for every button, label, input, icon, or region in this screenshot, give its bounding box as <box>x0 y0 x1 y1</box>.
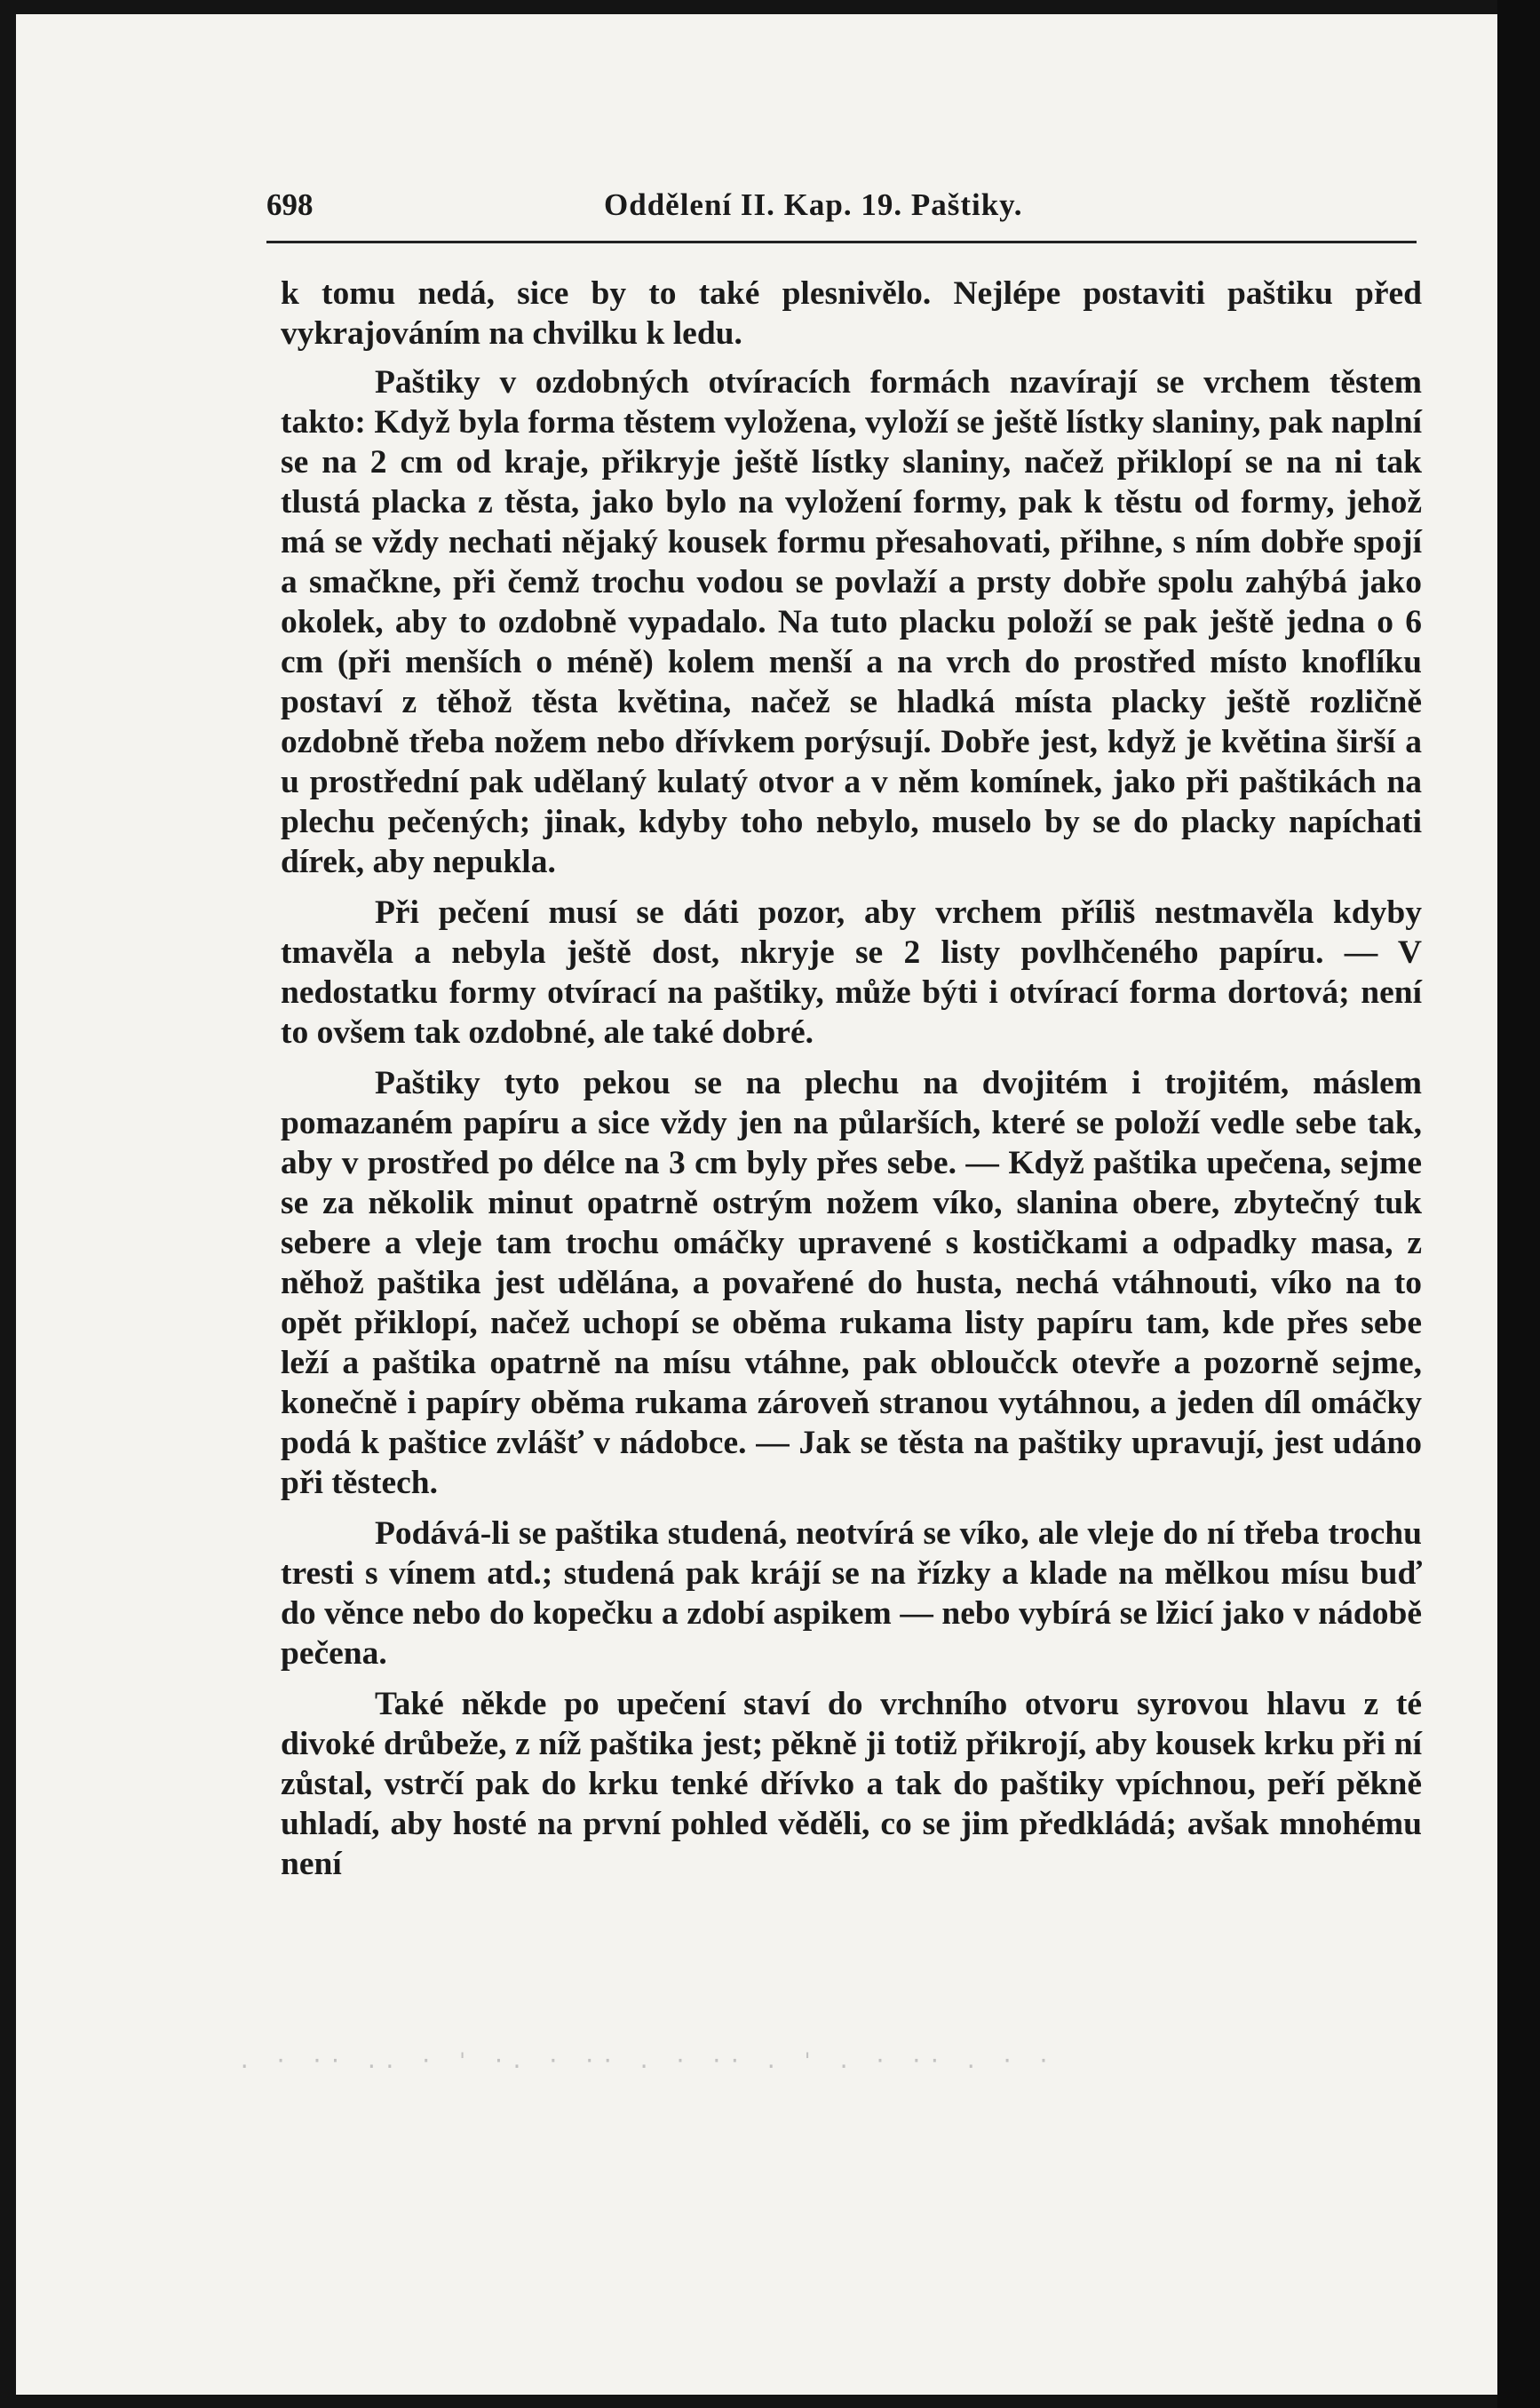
paragraph-baking-care: Při pečení musí se dáti pozor, aby vrchem příliš nestmavěla kdyby tmavěla a nebyla ještě dost, nkryje se 2 listy povlhčeného papíru. — V nedostatku formy otvírací na paštiky, může býti i otvírací forma dortová; není to ovšem tak ozdobné, ale také dobré. <box>281 894 1422 1051</box>
page-number: 698 <box>266 187 314 222</box>
paragraph-continuation: k tomu nedá, sice by to také plesnivělo. Nejlépe postaviti paštiku před vykrajováním na chvilku k ledu. <box>281 275 1422 352</box>
body-text <box>281 274 1422 1895</box>
paragraph-serving-cold: Podává-li se paštika studená, neotvírá se víko, ale vleje do ní třeba trochu tresti s vínem atd.; studená pak krájí se na řízky a klade na mělkou mísu buď do věnce nebo do kopečku a zdobí aspikem — nebo vybírá se lžicí jako v nádobě pečena. <box>281 1515 1422 1672</box>
paragraph-closed-forms: Paštiky v ozdobných otvíracích formách nzavírají se vrchem těstem takto: Když byla forma těstem vyložena, vyloží se ještě lístky slaniny, pak naplní se na 2 cm od kraje, přikryje ještě lístky slaniny, načež přiklopí se na ni tak tlustá placka z těsta, jako bylo na vyložení formy, pak k těstu od formy, jehož má se vždy nechati nějaký kousek formu přesahovati, přihne, s ním dobře spojí a smačkne, při čemž trochu vodou se povlaží a prsty dobře spolu zahýbá jako okolek, aby to ozdobně vypadalo. Na tuto placku položí se pak ještě jedna o 6 cm (při menších o méně) kolem menší a na vrch do prostřed místo knoflíku postaví z těhož těsta květina, načež se hladká místa placky ještě rozličně ozdobně třeba nožem nebo dřívkem porýsují. Dobře jest, když je květina širší a u prostřední pak udělaný kulatý otvor a v něm komínek, jako při paštikách na plechu pečených; jinak, kdyby toho nebylo, muselo by se do placky napíchati dírek, aby nepukla. <box>281 364 1422 880</box>
scanned-page <box>16 14 1497 2395</box>
header-rule <box>266 241 1417 243</box>
paragraph-sheet-baking: Paštiky tyto pekou se na plechu na dvojitém i trojitém, máslem pomazaném papíru a sice vždy jen na půlarších, které se položí vedle sebe tak, aby v prostřed po délce na 3 cm byly přes sebe. — Když paštika upečena, sejme se za několik minut opatrně ostrým nožem víko, slanina obere, zbytečný tuk sebere a vleje tam trochu omáčky upravené s kostičkami a odpadky masa, z něhož paštika jest udělána, a povařené do husta, nechá vtáhnouti, víko na to opět přiklopí, načež uchopí se oběma rukama listy papíru tam, kde přes sebe leží a paštika opatrně na mísu vtáhne, pak obloučck otevře a pozorně sejme, konečně i papíry oběma rukama zároveň stranou vytáhnou, a jeden díl omáčky podá k paštice zvlášť v nádobce. — Jak se těsta na paštiky upravují, jest udáno při těstech. <box>281 1065 1422 1501</box>
running-head: Oddělení II. Kap. 19. Paštiky. <box>604 187 1023 222</box>
scan-border <box>1497 0 1540 2408</box>
paragraph-bird-head: Také někde po upečení staví do vrchního otvoru syrovou hlavu z té divoké drůbeže, z níž paštika jest; pěkně ji totiž přikrojí, aby kousek krku při ní zůstal, vstrčí pak do krku tenké dřívko a tak do paštiky vpíchnou, peří pěkně uhladí, aby hosté na první pohled věděli, co se jim předkládá; avšak mnohému není <box>281 1686 1422 1882</box>
bleed-through-noise: . · ·· .. · ' ·. · ·· . · ·· . ' . · ·· . · · <box>238 2048 1056 2073</box>
page-header <box>266 187 1417 230</box>
